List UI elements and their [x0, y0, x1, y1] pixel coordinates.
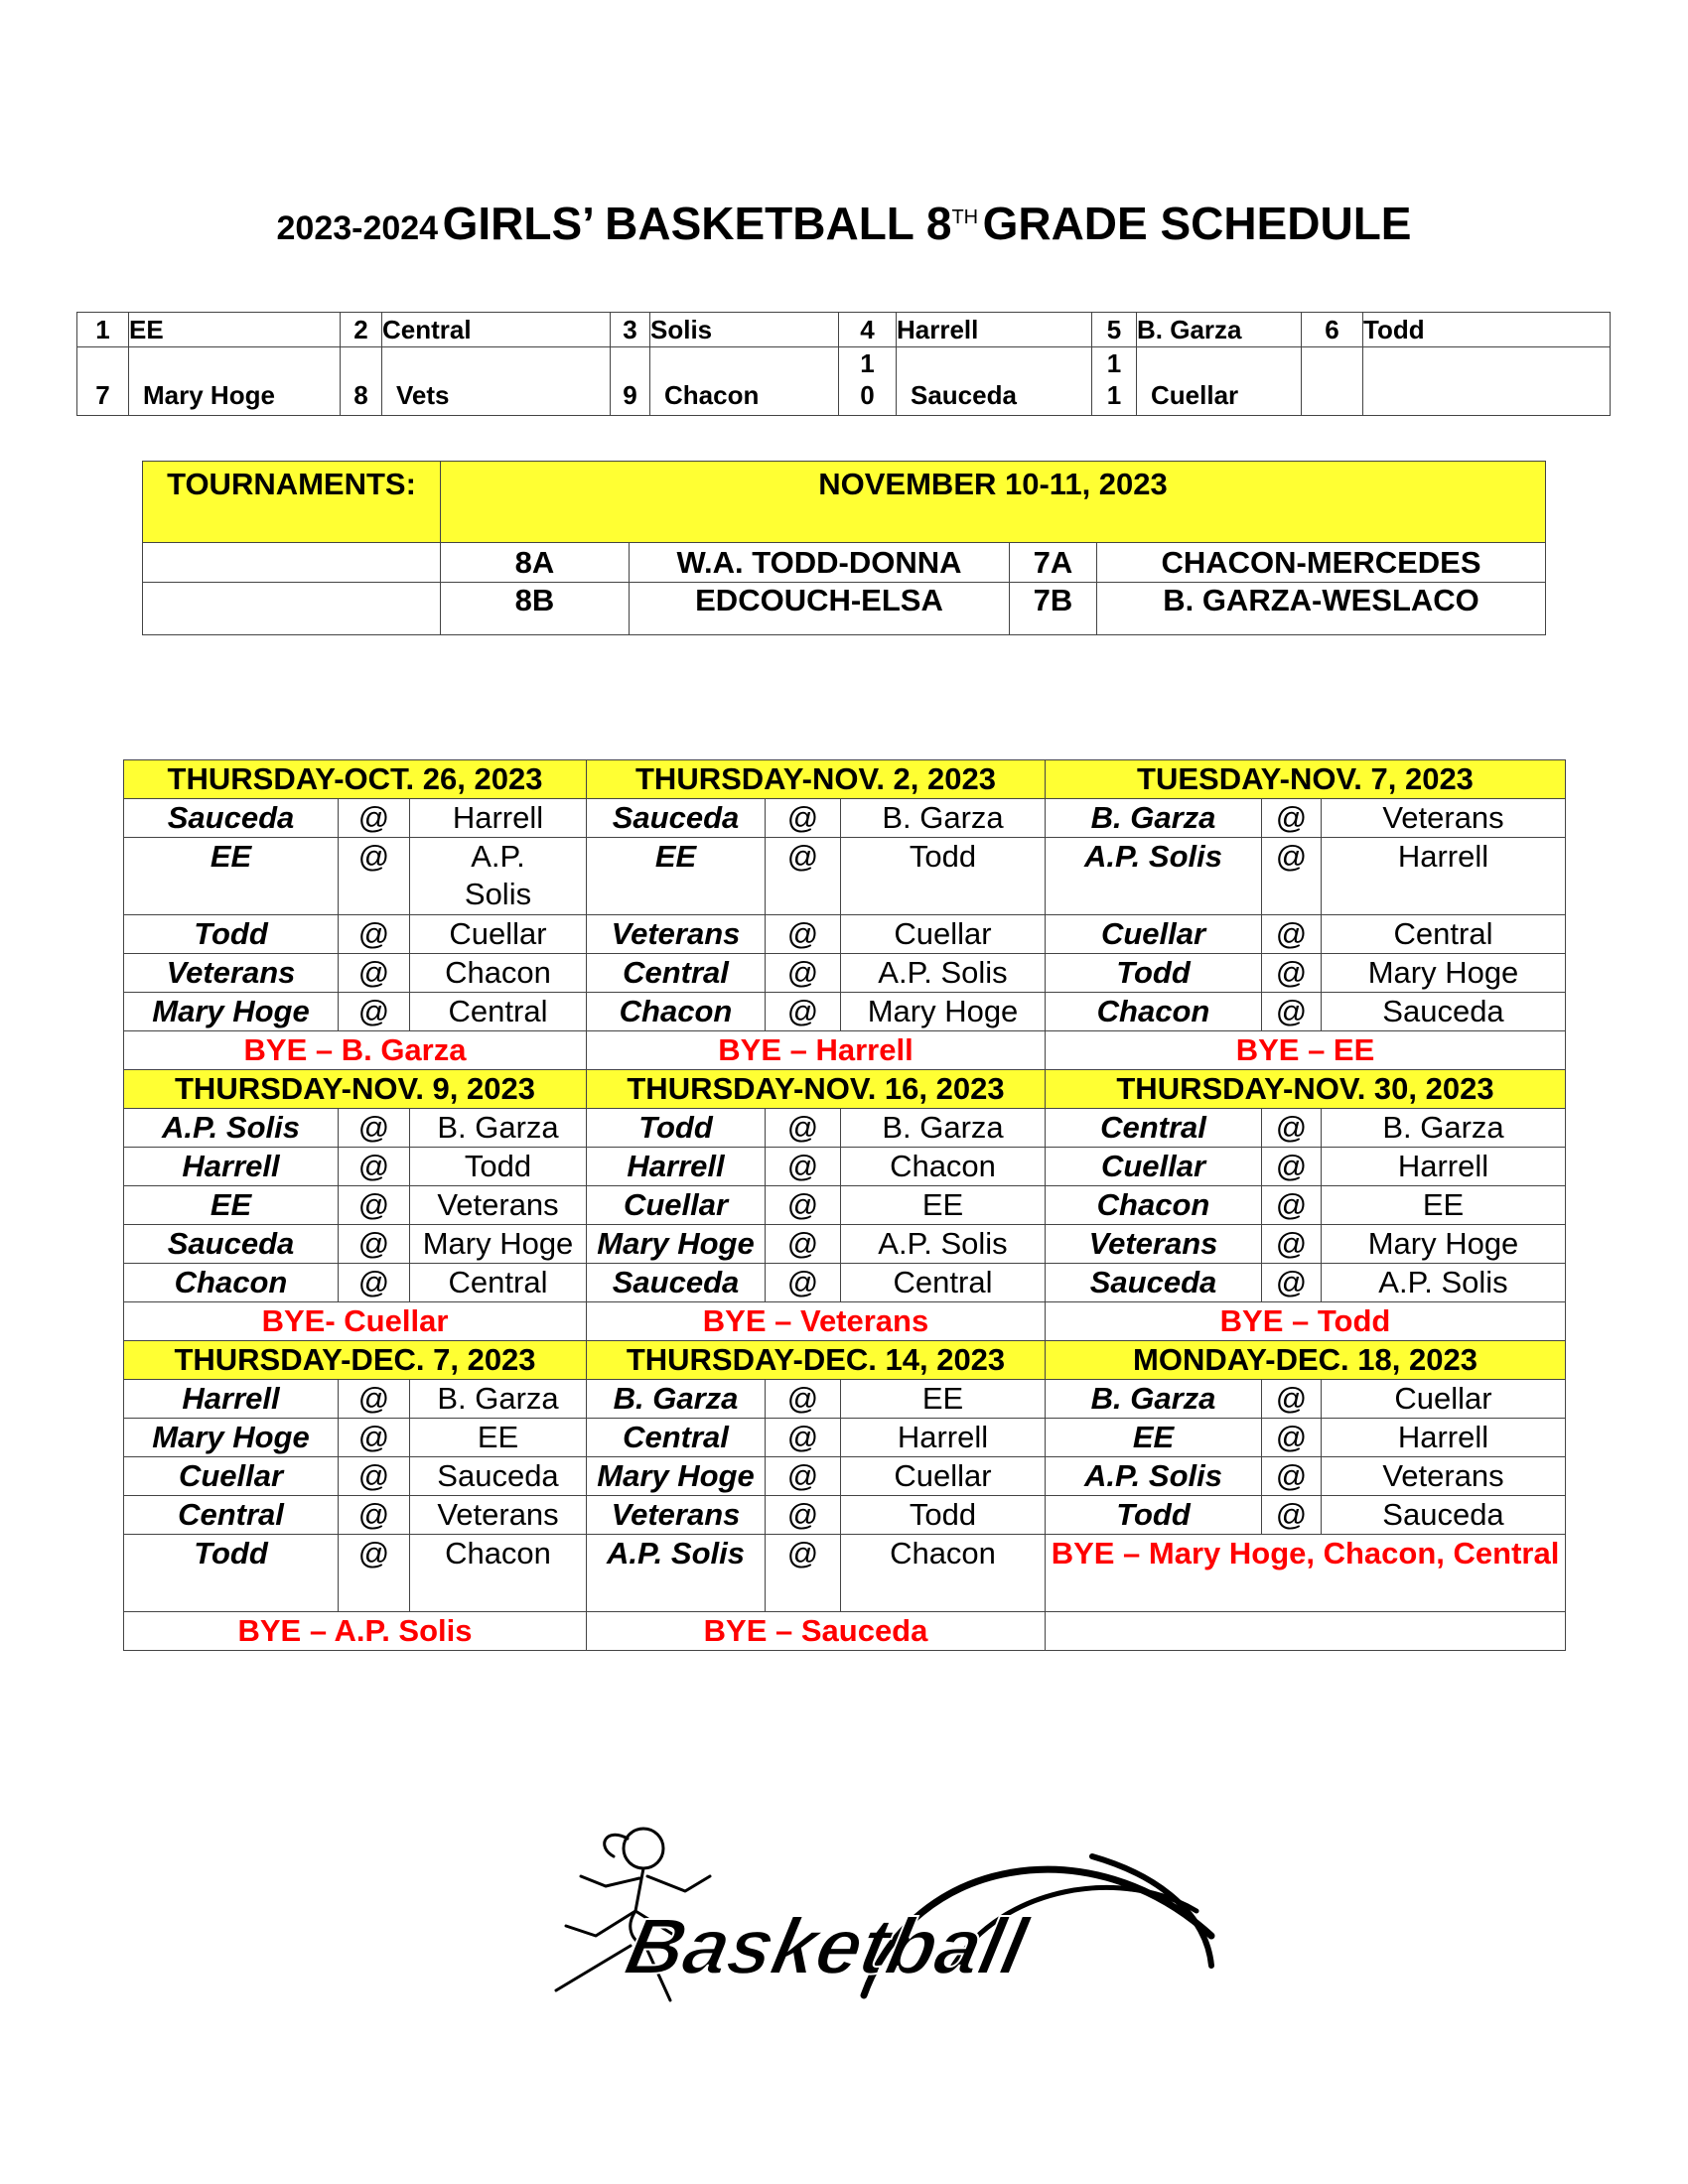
empty-cell: [143, 543, 441, 583]
home-team: Sauceda: [1046, 1264, 1262, 1302]
title-rest: GRADE SCHEDULE: [982, 198, 1412, 249]
logo-text: Basketball: [618, 1902, 1035, 1991]
tournaments-date: NOVEMBER 10-11, 2023: [441, 462, 1546, 543]
home-team: Sauceda: [587, 1264, 766, 1302]
tournament-site: EDCOUCH-ELSA: [630, 583, 1010, 635]
week-date-header: MONDAY-DEC. 18, 2023: [1046, 1341, 1566, 1380]
home-team: Chacon: [1046, 993, 1262, 1031]
bye-note: BYE- Cuellar: [124, 1302, 587, 1341]
home-team: A.P. Solis: [1046, 1457, 1262, 1496]
away-team: Chacon: [410, 954, 587, 993]
school-name: Mary Hoge: [129, 347, 341, 416]
home-team: Cuellar: [587, 1186, 766, 1225]
week-date-header: THURSDAY-DEC. 7, 2023: [124, 1341, 587, 1380]
at-sign: @: [339, 838, 410, 915]
home-team: Cuellar: [1046, 915, 1262, 954]
bye-note: BYE – Veterans: [587, 1302, 1046, 1341]
home-team: Chacon: [587, 993, 766, 1031]
away-team: EE: [841, 1380, 1046, 1419]
away-team: Central: [410, 993, 587, 1031]
home-team: EE: [124, 838, 339, 915]
tournament-division: 7A: [1010, 543, 1097, 583]
game-row: [124, 1109, 1566, 1148]
game-row: [124, 1419, 1566, 1457]
home-team: Central: [1046, 1109, 1262, 1148]
school-number: 1 1: [1092, 347, 1137, 416]
at-sign: @: [766, 993, 841, 1031]
bye-note: BYE – EE: [1046, 1031, 1566, 1070]
school-number: 2: [341, 313, 382, 347]
at-sign: @: [1262, 1419, 1322, 1457]
at-sign: @: [766, 1380, 841, 1419]
away-team: EE: [1322, 1186, 1566, 1225]
home-team: Mary Hoge: [124, 993, 339, 1031]
home-team: Todd: [124, 915, 339, 954]
away-team: Todd: [841, 838, 1046, 915]
week-header-row: [124, 1070, 1566, 1109]
bye-note: BYE – A.P. Solis: [124, 1612, 587, 1651]
home-team: Harrell: [587, 1148, 766, 1186]
at-sign: @: [766, 799, 841, 838]
away-team: A.P. Solis: [841, 1225, 1046, 1264]
at-sign: @: [339, 1496, 410, 1535]
basketball-logo: [536, 1817, 1221, 2005]
game-row: [124, 1496, 1566, 1535]
home-team: Harrell: [124, 1148, 339, 1186]
school-number: 7: [77, 347, 129, 416]
week-date-header: THURSDAY-NOV. 16, 2023: [587, 1070, 1046, 1109]
at-sign: @: [339, 1186, 410, 1225]
at-sign: @: [766, 1457, 841, 1496]
away-team: Central: [841, 1264, 1046, 1302]
at-sign: @: [766, 1496, 841, 1535]
home-team: Mary Hoge: [587, 1457, 766, 1496]
school-name: Cuellar: [1137, 347, 1302, 416]
title-main: GIRLS’ BASKETBALL 8: [442, 198, 952, 249]
away-team: Veterans: [1322, 1457, 1566, 1496]
home-team: Veterans: [124, 954, 339, 993]
away-team: EE: [410, 1419, 587, 1457]
away-team: Central: [1322, 915, 1566, 954]
game-row: [124, 799, 1566, 838]
tournament-row: [143, 583, 1546, 635]
game-row: [124, 838, 1566, 915]
at-sign: @: [1262, 1186, 1322, 1225]
away-team: Chacon: [410, 1535, 587, 1612]
tournament-site: W.A. TODD-DONNA: [630, 543, 1010, 583]
school-name: Chacon: [650, 347, 839, 416]
home-team: Todd: [587, 1109, 766, 1148]
week-date-header: THURSDAY-DEC. 14, 2023: [587, 1341, 1046, 1380]
home-team: Sauceda: [587, 799, 766, 838]
tournament-site: B. GARZA-WESLACO: [1097, 583, 1546, 635]
at-sign: @: [1262, 1496, 1322, 1535]
tournaments-table: [142, 461, 1546, 635]
page-title: [0, 197, 1688, 250]
away-team: Cuellar: [1322, 1380, 1566, 1419]
away-team: Chacon: [841, 1148, 1046, 1186]
home-team: EE: [124, 1186, 339, 1225]
at-sign: @: [1262, 1148, 1322, 1186]
game-row: [124, 1535, 1566, 1612]
week-date-header: THURSDAY-NOV. 2, 2023: [587, 760, 1046, 799]
week-header-row: [124, 760, 1566, 799]
school-number: 6: [1302, 313, 1363, 347]
bye-row: [124, 1031, 1566, 1070]
at-sign: @: [1262, 1380, 1322, 1419]
home-team: EE: [1046, 1419, 1262, 1457]
empty-cell: [143, 583, 441, 635]
at-sign: @: [766, 1264, 841, 1302]
at-sign: @: [339, 954, 410, 993]
school-name: B. Garza: [1137, 313, 1302, 347]
home-team: Mary Hoge: [587, 1225, 766, 1264]
away-team: Todd: [410, 1148, 587, 1186]
away-team: Cuellar: [410, 915, 587, 954]
home-team: Todd: [1046, 954, 1262, 993]
away-team: Harrell: [841, 1419, 1046, 1457]
home-team: Todd: [1046, 1496, 1262, 1535]
tournaments-header-row: [143, 462, 1546, 543]
home-team: Veterans: [1046, 1225, 1262, 1264]
bye-row: [124, 1302, 1566, 1341]
bye-note: BYE – Todd: [1046, 1302, 1566, 1341]
empty-cell: [1302, 347, 1363, 416]
week-date-header: TUESDAY-NOV. 7, 2023: [1046, 760, 1566, 799]
away-team: B. Garza: [841, 799, 1046, 838]
at-sign: @: [766, 1535, 841, 1612]
home-team: A.P. Solis: [124, 1109, 339, 1148]
school-number: 1: [77, 313, 129, 347]
home-team: Central: [587, 954, 766, 993]
away-team: A.P. Solis: [410, 838, 587, 915]
at-sign: @: [1262, 1264, 1322, 1302]
at-sign: @: [339, 1535, 410, 1612]
game-row: [124, 1457, 1566, 1496]
away-team: Veterans: [410, 1186, 587, 1225]
game-row: [124, 1148, 1566, 1186]
at-sign: @: [339, 1380, 410, 1419]
at-sign: @: [339, 1457, 410, 1496]
bye-row: [124, 1612, 1566, 1651]
at-sign: @: [766, 1186, 841, 1225]
away-team: B. Garza: [1322, 1109, 1566, 1148]
away-team: Harrell: [1322, 838, 1566, 915]
at-sign: @: [1262, 838, 1322, 915]
at-sign: @: [1262, 993, 1322, 1031]
school-number: 3: [611, 313, 650, 347]
school-name: Todd: [1363, 313, 1611, 347]
at-sign: @: [1262, 954, 1322, 993]
at-sign: @: [1262, 1109, 1322, 1148]
home-team: Central: [124, 1496, 339, 1535]
school-number: 1 0: [839, 347, 897, 416]
away-team: Sauceda: [410, 1457, 587, 1496]
away-team: Central: [410, 1264, 587, 1302]
game-row: [124, 1186, 1566, 1225]
away-team: Veterans: [410, 1496, 587, 1535]
at-sign: @: [766, 915, 841, 954]
school-number: 5: [1092, 313, 1137, 347]
at-sign: @: [339, 1109, 410, 1148]
at-sign: @: [766, 954, 841, 993]
home-team: Chacon: [1046, 1186, 1262, 1225]
home-team: Harrell: [124, 1380, 339, 1419]
game-row: [124, 1264, 1566, 1302]
school-name: EE: [129, 313, 341, 347]
game-row: [124, 1380, 1566, 1419]
at-sign: @: [1262, 1457, 1322, 1496]
school-name: Solis: [650, 313, 839, 347]
tournaments-label: TOURNAMENTS:: [143, 462, 441, 543]
at-sign: @: [339, 993, 410, 1031]
at-sign: @: [339, 1225, 410, 1264]
away-team: Chacon: [841, 1535, 1046, 1612]
away-team: Sauceda: [1322, 993, 1566, 1031]
at-sign: @: [339, 1419, 410, 1457]
bye-note: BYE – B. Garza: [124, 1031, 587, 1070]
home-team: Cuellar: [124, 1457, 339, 1496]
home-team: Veterans: [587, 1496, 766, 1535]
at-sign: @: [1262, 799, 1322, 838]
week-date-header: THURSDAY-NOV. 30, 2023: [1046, 1070, 1566, 1109]
tournament-division: 8B: [441, 583, 630, 635]
school-name: Central: [382, 313, 611, 347]
away-team: Sauceda: [1322, 1496, 1566, 1535]
away-team: A.P. Solis: [1322, 1264, 1566, 1302]
home-team: B. Garza: [587, 1380, 766, 1419]
home-team: Chacon: [124, 1264, 339, 1302]
tournament-site: CHACON-MERCEDES: [1097, 543, 1546, 583]
bye-note: BYE – Mary Hoge, Chacon, Central: [1046, 1535, 1566, 1612]
away-team: B. Garza: [410, 1380, 587, 1419]
game-row: [124, 915, 1566, 954]
home-team: Sauceda: [124, 1225, 339, 1264]
empty-cell: [1363, 347, 1611, 416]
at-sign: @: [339, 1148, 410, 1186]
away-team: Cuellar: [841, 915, 1046, 954]
home-team: A.P. Solis: [587, 1535, 766, 1612]
away-team: Harrell: [1322, 1148, 1566, 1186]
at-sign: @: [766, 1225, 841, 1264]
tournament-division: 7B: [1010, 583, 1097, 635]
away-team: EE: [841, 1186, 1046, 1225]
tournament-division: 8A: [441, 543, 630, 583]
home-team: B. Garza: [1046, 799, 1262, 838]
home-team: B. Garza: [1046, 1380, 1262, 1419]
empty-cell: [1046, 1612, 1566, 1651]
game-row: [124, 954, 1566, 993]
home-team: A.P. Solis: [1046, 838, 1262, 915]
at-sign: @: [339, 915, 410, 954]
away-team: Harrell: [410, 799, 587, 838]
school-number: 4: [839, 313, 897, 347]
home-team: Todd: [124, 1535, 339, 1612]
school-row: [77, 347, 1611, 416]
at-sign: @: [339, 1264, 410, 1302]
at-sign: @: [766, 1109, 841, 1148]
home-team: Central: [587, 1419, 766, 1457]
away-team: Todd: [841, 1496, 1046, 1535]
game-row: [124, 993, 1566, 1031]
away-team: B. Garza: [410, 1109, 587, 1148]
home-team: Sauceda: [124, 799, 339, 838]
week-date-header: THURSDAY-OCT. 26, 2023: [124, 760, 587, 799]
at-sign: @: [766, 1148, 841, 1186]
away-team: Mary Hoge: [410, 1225, 587, 1264]
away-team: B. Garza: [841, 1109, 1046, 1148]
school-name: Vets: [382, 347, 611, 416]
week-header-row: [124, 1341, 1566, 1380]
school-number: 8: [341, 347, 382, 416]
at-sign: @: [1262, 915, 1322, 954]
away-team: Mary Hoge: [1322, 954, 1566, 993]
away-team: A.P. Solis: [841, 954, 1046, 993]
away-team: Cuellar: [841, 1457, 1046, 1496]
bye-note: BYE – Harrell: [587, 1031, 1046, 1070]
home-team: EE: [587, 838, 766, 915]
home-team: Mary Hoge: [124, 1419, 339, 1457]
away-team: Veterans: [1322, 799, 1566, 838]
home-team: Veterans: [587, 915, 766, 954]
title-superscript: TH: [951, 206, 979, 228]
at-sign: @: [339, 799, 410, 838]
bye-note: BYE – Sauceda: [587, 1612, 1046, 1651]
school-number-table: [76, 312, 1611, 416]
school-row: [77, 313, 1611, 347]
week-date-header: THURSDAY-NOV. 9, 2023: [124, 1070, 587, 1109]
school-name: Harrell: [897, 313, 1092, 347]
away-team: Harrell: [1322, 1419, 1566, 1457]
home-team: Cuellar: [1046, 1148, 1262, 1186]
at-sign: @: [766, 838, 841, 915]
tournament-row: [143, 543, 1546, 583]
game-schedule-table: [123, 759, 1566, 1651]
game-row: [124, 1225, 1566, 1264]
away-team: Mary Hoge: [1322, 1225, 1566, 1264]
at-sign: @: [1262, 1225, 1322, 1264]
school-name: Sauceda: [897, 347, 1092, 416]
away-team: Mary Hoge: [841, 993, 1046, 1031]
title-year: 2023-2024: [276, 209, 439, 247]
at-sign: @: [766, 1419, 841, 1457]
school-number: 9: [611, 347, 650, 416]
